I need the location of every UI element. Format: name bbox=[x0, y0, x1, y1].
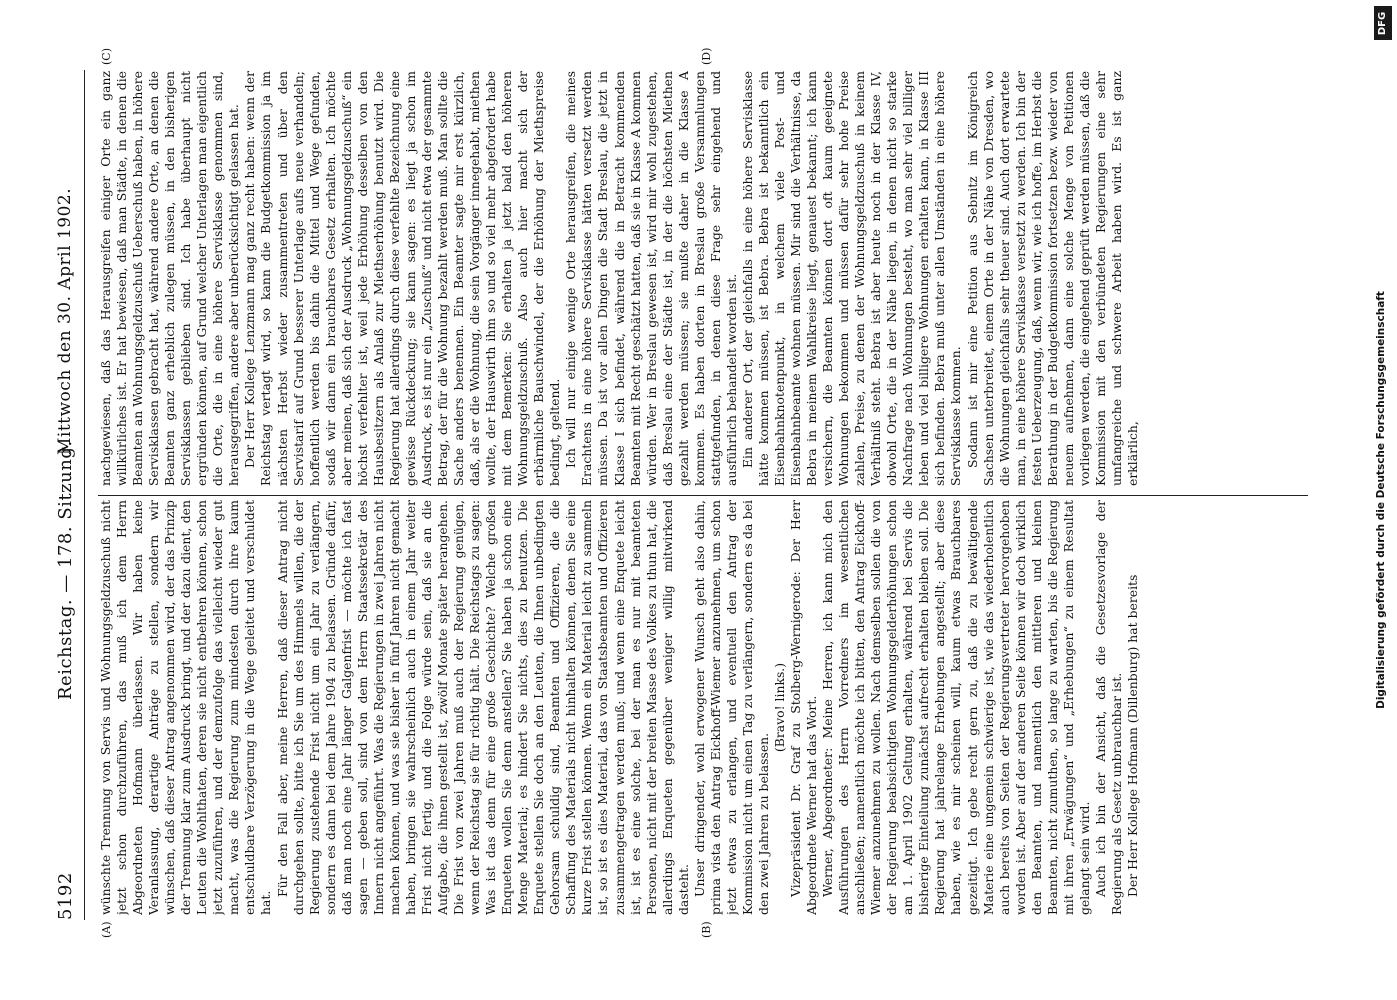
paragraph: Der Herr Kollege Hofmann (Dillenburg) hat bereits bbox=[1125, 574, 1140, 897]
margin-mark-b: (B) bbox=[700, 921, 713, 938]
logo-text: DFG bbox=[1377, 11, 1389, 35]
page-number: 5192 bbox=[55, 872, 76, 920]
paragraph: Werner, Abgeordneter: Meine Herren, ich kann mich den Ausführungen des Herrn Vorredners im wesentlichen anschließen; namentlich möchte ich bitten, den Antrag Eickhoff-Wiemer anzunehmen zu wollen. Nach demselben sollen die von der Regierung beabsichtigten Wohnungsgelderhöhungen schon am 1. April 1902 Geltung erhalten, während bei Servis die bisherige Einteilung zunächst aufrecht erhalten bleiben soll. Die Regierung hat jahrelange Erhebungen angestellt; aber diese haben, wie es mir scheinen will, kaum etwas Brauchbares gezeitigt. Ich gebe recht gern zu, daß die zu bewältigende Materie eine ungemein schwierige ist, wie das wiederholentlich auch bereits von Seiten der Regierungsvertreter hervorgehoben worden ist. Aber auf der anderen Seite können wir doch wirklich den Beamten, und namentlich den mittleren und kleinen Beamten, nicht zumuthen, so lange zu warten, bis die Regierung mit ihren „Erwägungen“ und „Erhebungen“ zu einem Resultat gelangt sein wird. bbox=[820, 500, 1092, 915]
text-column-right bbox=[98, 71, 1308, 486]
paragraph: Vizepräsident Dr. Graf zu Stolberg-Wernigerode: Der Herr Abgeordnete Werner hat das Wort. bbox=[788, 500, 820, 915]
funding-note: Digitalisierung gefördert durch die Deutsche Forschungsgemeinschaft bbox=[1375, 291, 1387, 709]
margin-mark-a: (A) bbox=[100, 921, 113, 938]
paragraph: Unser dringender, wohl erwogener Wunsch geht also dahin, prima vista den Antrag Eickhoff-Wiemer anzunehmen, um schon jetzt etwas zu erlangen, und eventuell den Antrag der Kommission nicht um einen Tag zu verlängern, sondern es da bei den zwei Jahren zu belassen. bbox=[691, 500, 771, 915]
running-header-right: Mittwoch den 30. April 1902. bbox=[55, 187, 75, 455]
paragraph: wünschte Trennung von Servis und Wohnungsgeldzuschuß nicht jetzt schon durchzuführen, das muß ich dem Herrn Abgeordneten Hofmann überlassen. Wir haben keine Veranlassung, derartige Anträge zu stellen, sondern wir wünschen, daß dieser Antrag angenommen wird, der das Prinzip der Trennung klar zum Ausdruck bringt, und der dazu dient, den Leuten die Wohlthaten, deren sie nicht entbehren können, schon jetzt zuzuführen, und der demzufolge das vielleicht wieder gut macht, was die Regierung zum mindesten durch ihre kaum entschuldbare Verzögerung in die Wege geleitet und verschuldet hat. bbox=[98, 500, 274, 915]
text-column-left bbox=[98, 500, 1308, 915]
paragraph: Für den Fall aber, meine Herren, daß dieser Antrag nicht durchgehen sollte, bitte ich Sie um des Himmels willen, die der Regierung zustehende Frist nicht um ein Jahr zu verlängern, sondern es dann bei dem Jahre 1904 zu belassen. Gründe dafür, daß man noch eine Jahr länger Galgenfrist — möchte ich fast sagen — geben soll, sind von dem Herrn Staatssekretär des Innern nicht angeführt. Was die Regierungen in zwei Jahren nicht machen können, und was sie bisher in fünf Jahren nicht gemacht haben, bringen sie wahrscheinlich auch in einem Jahr weiter Frist nicht fertig, und die Folge würde sein, daß sie an die Aufgabe, die ihnen gestellt ist, zwölf Monate später herangehen. Die Frist von zwei Jahren muß auch der Regierung genügen, wenn der Reichstag sie für richtig hält. Die Reichstags zu sagen: Was ist das denn für eine große Geschichte? Welche großen Enqueten wollen Sie denn anstellen? Sie haben ja schon eine Menge Material; es hindert Sie nichts, dies zu benutzen. Die Enquete stellen Sie doch an den Leuten, die Ihnen unbedingten Gehorsam schuldig sind, Beamten und Offizieren, die die Schaffung des Materials nicht hinhalten können, denen Sie eine kurze Frist stellen können. Wenn ein Material leicht zu sammeln ist, so ist es dies Material, das von Staatsbeamten und Offizieren zusammengetragen werden muß; und wenn eine Enquete leicht ist, ist es eine solche, bei der man es nur mit beamteten Personen, nicht mit der breiten Masse des Volkes zu thun hat, die allerdings Enqueten gegenüber weniger willig mitwirkend dasteht. bbox=[274, 500, 691, 915]
paragraph: Sodann ist mir eine Petition aus Sebnitz im Königreich Sachsen unterbreitet, einem Orte in der Nähe von Dresden, wo die Wohnungen gleichfalls sehr theuer sind. Auch dort erwartete man, in eine höhere Servisklasse versetzt zu werden. Ich bin der festen Ueberzeugung, daß, wenn wir, wie ich hoffe, im Herbst die Berathung in der Budgetkommission fortsetzen bezw. wieder von neuem aufnehmen, dann eine solche Menge von Petitionen vorliegen werden, die eingehend geprüft werden müssen, daß die Kommission mit den verbündeten Regierungen eine sehr umfangreiche und schwere Arbeit haben wird. Es ist ganz erklärlich, bbox=[964, 71, 1140, 486]
paragraph: nachgewiesen, daß das Herausgreifen einiger Orte ein ganz willkürliches ist. Er hat bewiesen, daß man Städte, in denen die Beamten an Wohnungsgeldzuschuß Ueberschuß haben, in höhere Servisklassen gebracht hat, während andere Orte, an denen die Beamten ganz erheblich zulegen müssen, in den bisherigen Servisklassen geblieben sind. Ich habe überhaupt nicht ergründen können, auf Grund welcher Unterlagen man eigentlich die Orte, die in eine höhere Servisklasse genommen sind, herausgegriffen, andere aber unberücksichtigt gelassen hat. bbox=[98, 71, 242, 486]
paragraph: Der Herr Kollege Lenzmann mag ganz recht haben: wenn der Reichstag vertagt wird, so kann die Budgetkommission ja im nächsten Herbst wieder zusammentreten und über den Servistarif auf Grund besserer Unterlage aufs neue verhandeln; hoffentlich werden bis dahin die Mittel und Wege gefunden, sodaß wir dann ein brauchbares Gesetz erhalten. Ich möchte aber meinen, daß sich der Ausdruck „Wohnungsgeldzuschuß“ ein höchst verfehlter ist, weil jede Erhöhung desselben von den Hausbesitzern als Anlaß zur Miethserhöhung benutzt wird. Die Regierung hat allerdings durch diese verfehlte Bezeichnung eine gewisse Rückdeckung; sie kann sagen: es liegt ja schon im Ausdruck, es ist nur ein „Zuschuß“ und nicht etwa der gesammte Betrag, der für die Wohnung bezahlt werden muß. Man sollte die Sache anders benennen. Ein Beamter sagte mir erst kürzlich, daß, als er die Wohnung, die sein Vorgänger innegehabt, miethen wollte, der Hauswirth ihm so und so viel mehr abgefordert habe mit dem Bemerken: Sie erhalten ja jetzt bald den höheren Wohnungsgeldzuschuß. Also auch hier macht sich der erbärmliche Bauschwindel, der die Erhöhung der Miethspreise bedingt, geltend. bbox=[242, 71, 563, 486]
interjection: (Bravo! links.) bbox=[771, 662, 787, 753]
running-header-center: Reichstag. — 178. Sitzung. bbox=[55, 440, 76, 700]
margin-mark-c: (C) bbox=[100, 48, 113, 65]
header-rule bbox=[84, 70, 85, 920]
column-divider bbox=[98, 495, 1308, 496]
paragraph: Ich will nur einige wenige Orte herausgreifen, die meines Erachtens in eine höhere Servisklasse hätten versetzt werden müssen. Da ist vor allen Dingen die Stadt Breslau, die jetzt in Klasse I sich befindet, während die in Betracht kommenden Beamten mit Recht geschätzt hatten, daß sie in Klasse A kommen würden. Wer in Breslau gewesen ist, wird mir wohl zugestehen, daß Breslau eine der Städte ist, in der die höchsten Miethen gezahlt werden müssen; sie mußte daher in die Klasse A kommen. Es haben dorten in Breslau große Versammlungen stattgefunden, in denen diese Frage sehr eingehend und ausführlich behandelt worden ist. bbox=[563, 71, 739, 486]
margin-mark-d: (D) bbox=[700, 47, 713, 65]
dfg-logo bbox=[1374, 6, 1392, 40]
paragraph: Ein anderer Ort, der gleichfalls in eine höhere Servisklasse hätte kommen müssen, ist Bebra. Bebra ist bekanntlich ein Eisenbahnknotenpunkt, in welchem viele Post- und Eisenbahnbeamte wohnen müssen. Mir sind die Verhältnisse, da Bebra in meinem Wahlkreise liegt, genauest bekannt; ich kann versichern, die Beamten können dort oft kaum geeignete Wohnungen bekommen und müssen dafür sehr hohe Preise zahlen, Preise, zu denen der Wohnungsgeldzuschuß in keinem Verhältniß steht. Bebra ist aber heute noch in der Klasse IV, obwohl Orte, die in der Nähe liegen, in denen nicht so starke Nachfrage nach Wohnungen besteht, wo man sehr viel billiger leben und viel billigere Wohnungen erhalten kann, in Klasse III sich befinden. Bebra muß unter allen Umständen in eine höhere Servisklasse kommen. bbox=[739, 71, 964, 486]
paragraph: Auch ich bin der Ansicht, daß die Gesetzesvorlage der Regierung als Gesetz unbrauchbar ist. bbox=[1092, 500, 1124, 915]
